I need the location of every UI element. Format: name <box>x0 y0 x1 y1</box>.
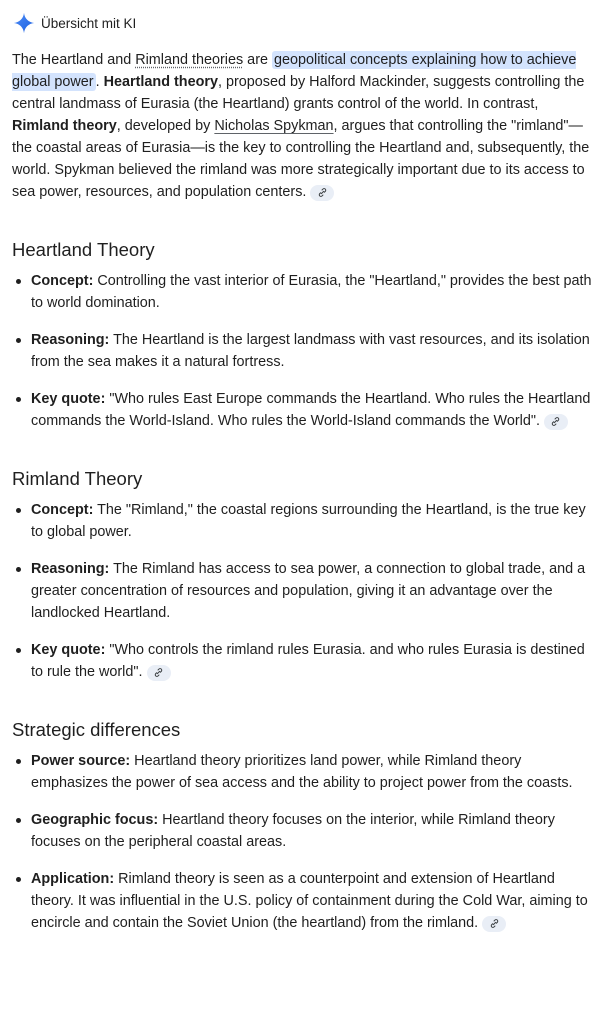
list-item <box>12 809 597 853</box>
item-label: Geographic focus: <box>31 812 159 828</box>
source-link-chip[interactable] <box>147 665 171 681</box>
heartland-list <box>12 270 597 432</box>
rimland-list <box>12 499 597 683</box>
item-label: Power source: <box>31 753 131 769</box>
intro-text: The Heartland and <box>12 52 136 68</box>
item-text: Heartland theory prioritizes land power, while Rimland theory emphasizes the power of sea access and the ability to project power from the coasts. <box>31 753 573 791</box>
rimland-theories-link[interactable]: Rimland theories <box>135 52 244 68</box>
list-item <box>12 270 597 314</box>
intro-text: , argues that controlling the "rimland"—the coastal areas of Eurasia—is the key to controlling the Heartland and, subsequently, the world. Spykman believed the rimland was more strategically important due to its access to sea power, resources, and population centers. <box>12 118 590 200</box>
item-text: The Heartland is the largest landmass with vast resources, and its isolation from the sea makes it a natural fortress. <box>31 332 590 370</box>
link-icon <box>317 187 328 198</box>
list-item <box>12 558 597 624</box>
source-link-chip[interactable] <box>482 916 506 932</box>
list-item <box>12 388 597 432</box>
item-label: Concept: <box>31 502 94 518</box>
item-label: Application: <box>31 871 115 887</box>
item-label: Key quote: <box>31 391 106 407</box>
link-icon <box>489 918 500 929</box>
ai-overview-title: Übersicht mit KI <box>41 15 137 31</box>
bold-heartland-theory: Heartland theory <box>103 74 218 90</box>
item-text: Controlling the vast interior of Eurasia, the "Heartland," provides the best path to world domination. <box>31 273 592 311</box>
list-item <box>12 639 597 683</box>
highlighted-text: geopolitical concepts explaining how to achieve global power <box>12 52 577 90</box>
item-text: Rimland theory is seen as a counterpoint and extension of Heartland theory. It was influential in the U.S. policy of containment during the Cold War, aiming to encircle and contain the Soviet Union (the heartland) from the rimland. <box>31 871 588 931</box>
item-text: The "Rimland," the coastal regions surrounding the Heartland, is the true key to global power. <box>31 502 586 540</box>
item-text: Heartland theory focuses on the interior, while Rimland theory focuses on the peripheral coastal areas. <box>31 812 555 850</box>
item-label: Key quote: <box>31 642 106 658</box>
link-icon <box>153 667 164 678</box>
bold-rimland-theory: Rimland theory <box>12 118 117 134</box>
section-title-strategic-differences: Strategic differences <box>12 719 181 740</box>
intro-text: , developed by <box>116 118 215 134</box>
item-text: "Who rules East Europe commands the Heartland. Who rules the Heartland commands the World-Island. Who rules the World-Island commands the World". <box>31 391 591 429</box>
ai-overview-header <box>12 10 597 36</box>
list-item <box>12 868 597 934</box>
link-icon <box>550 416 561 427</box>
intro-text: , proposed by Halford Mackinder, suggests controlling the central landmass of Eurasia (the Heartland) grants control of the world. In contrast, <box>12 74 585 112</box>
section-title-heartland: Heartland Theory <box>12 239 155 260</box>
list-item <box>12 499 597 543</box>
item-label: Reasoning: <box>31 332 110 348</box>
source-link-chip[interactable] <box>310 185 334 201</box>
item-label: Reasoning: <box>31 561 110 577</box>
item-text: The Rimland has access to sea power, a connection to global trade, and a greater concentration of resources and population, giving it an advantage over the landlocked Heartland. <box>31 561 586 621</box>
intro-text: . <box>95 74 104 90</box>
gemini-sparkle-icon <box>13 12 35 34</box>
intro-paragraph <box>12 49 597 203</box>
list-item <box>12 329 597 373</box>
section-title-rimland: Rimland Theory <box>12 468 143 489</box>
differences-list <box>12 750 597 934</box>
source-link-chip[interactable] <box>544 414 568 430</box>
nicholas-spykman-link[interactable]: Nicholas Spykman <box>214 118 334 134</box>
item-text: "Who controls the rimland rules Eurasia. and who rules Eurasia is destined to rule the world". <box>31 642 585 680</box>
list-item <box>12 750 597 794</box>
item-label: Concept: <box>31 273 94 289</box>
intro-text: are <box>243 52 272 68</box>
